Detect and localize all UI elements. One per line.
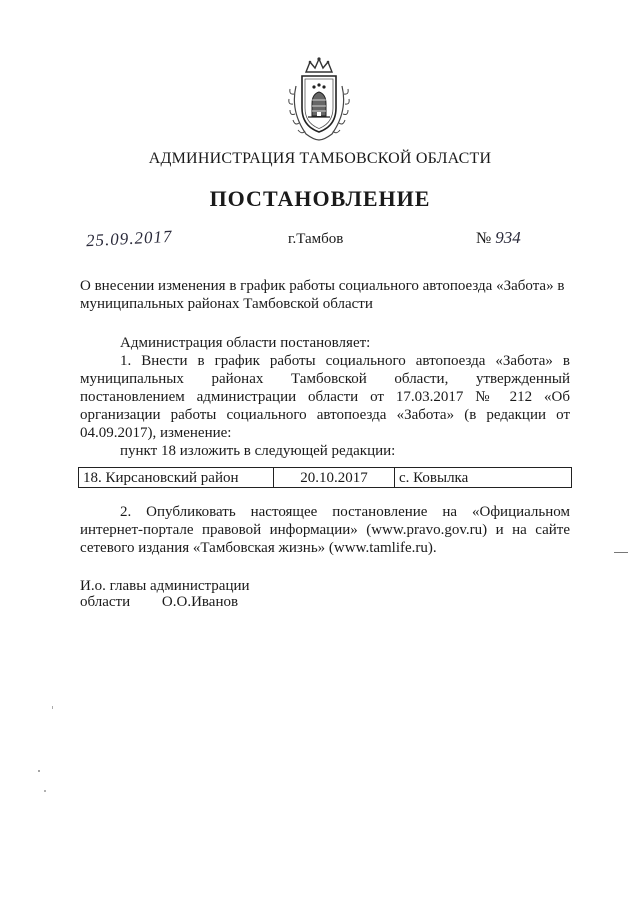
signature-block [80,578,250,610]
point-line: пункт 18 изложить в следующей редакции: [120,443,396,459]
tambov-coat-of-arms-icon [284,56,354,144]
number-label: № [476,230,492,247]
document-subject: О внесении изменения в график работы социального автопоезда «Забота» в муниципальных районах Тамбовской области [80,278,565,312]
signature-position-line2: области [80,594,131,610]
scan-speck [52,706,53,709]
scan-speck [38,770,40,772]
paragraph-1: 1. Внести в график работы социального автопоезда «Забота» в муниципальных районах Тамбовской области, утвержденный постановлением администрации области от 17.03.2017 № 212 «Об организации работы социального автопоезда «Забота» (в редакции от 04.09.2017), изменение: [80,353,570,441]
signatory-name: О.О.Иванов [161,594,239,610]
schedule-table [78,467,572,488]
scan-speck [44,790,46,792]
table-row [79,468,572,488]
document-number [476,228,521,248]
document-city: г.Тамбов [288,231,344,247]
date-cell: 20.10.2017 [274,468,395,488]
document-date: 25.09.2017 [85,226,173,251]
signature-position-line2-row [80,594,250,610]
organization-name: АДМИНИСТРАЦИЯ ТАМБОВСКОЙ ОБЛАСТИ [148,150,492,167]
paragraph-2: 2. Опубликовать настоящее постановление на «Официальном интернет-портале правовой информации» (www.pravo.gov.ru) и на сайте сетевого издания «Тамбовская жизнь» (www.tamlife.ru). [80,504,570,556]
village-cell: с. Ковылка [395,468,572,488]
scan-mark [614,552,628,553]
number-value: 934 [495,228,521,247]
intro-line: Администрация области постановляет: [120,335,371,351]
district-cell: 18. Кирсановский район [79,468,274,488]
document-type-title: ПОСТАНОВЛЕНИЕ [209,186,431,211]
signature-position-line1: И.о. главы администрации [80,578,250,594]
